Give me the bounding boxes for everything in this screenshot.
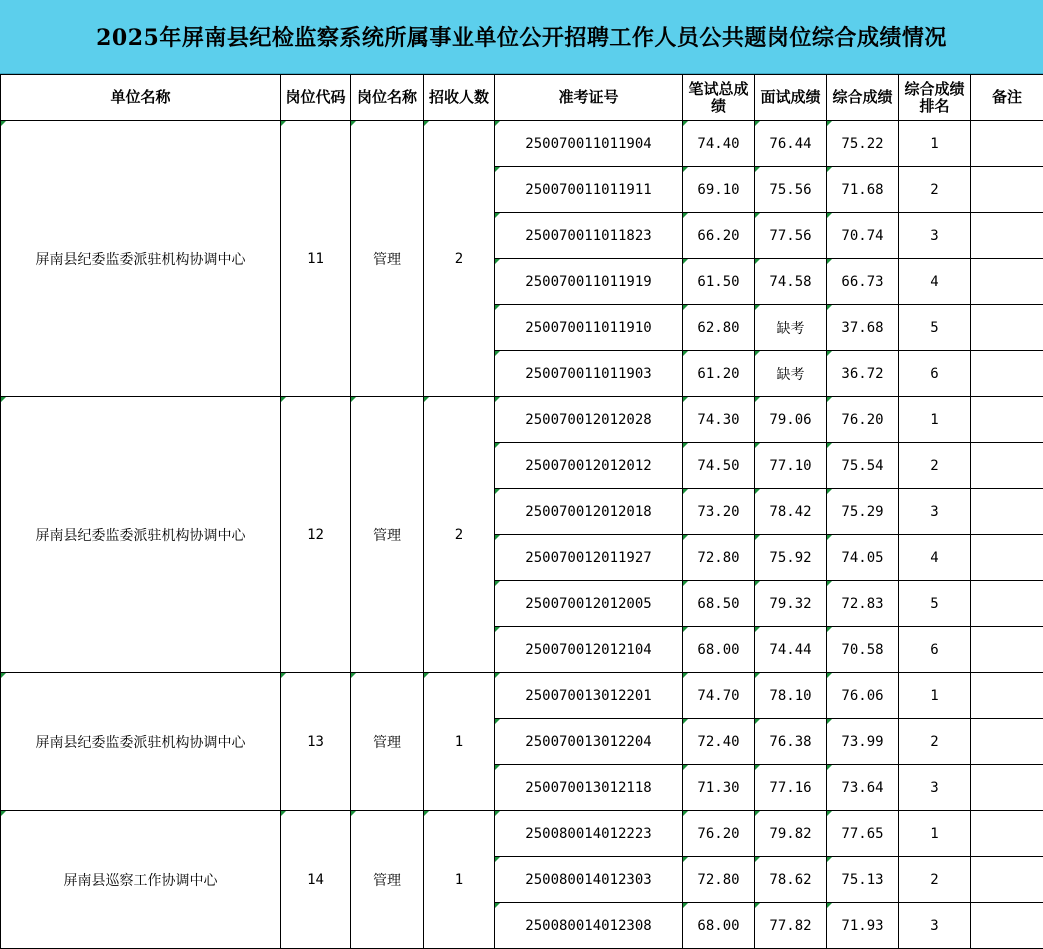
written-score-cell: 74.40: [683, 121, 755, 167]
header-exam-no: 准考证号: [495, 75, 683, 121]
header-quota: 招收人数: [424, 75, 495, 121]
total-score-cell: 71.68: [827, 167, 899, 213]
rank-cell: 1: [899, 121, 971, 167]
header-unit: 单位名称: [1, 75, 281, 121]
remark-cell: [971, 581, 1043, 627]
exam-number-cell: 250080014012303: [495, 857, 683, 903]
table-row: [1, 397, 1043, 443]
total-score-cell: 76.20: [827, 397, 899, 443]
exam-number-cell: 250070011011903: [495, 351, 683, 397]
exam-number-cell: 250070011011904: [495, 121, 683, 167]
unit-name-cell: 屏南县巡察工作协调中心: [1, 811, 281, 949]
post-name-cell: 管理: [351, 397, 424, 673]
quota-cell: 1: [424, 811, 495, 949]
written-score-cell: 72.80: [683, 535, 755, 581]
rank-cell: 5: [899, 581, 971, 627]
total-score-cell: 66.73: [827, 259, 899, 305]
total-score-cell: 75.13: [827, 857, 899, 903]
total-score-cell: 74.05: [827, 535, 899, 581]
rank-cell: 2: [899, 443, 971, 489]
exam-number-cell: 250070012012028: [495, 397, 683, 443]
total-score-cell: 75.29: [827, 489, 899, 535]
interview-score-cell: 77.10: [755, 443, 827, 489]
exam-number-cell: 250070011011919: [495, 259, 683, 305]
written-score-cell: 62.80: [683, 305, 755, 351]
interview-score-cell: 78.62: [755, 857, 827, 903]
written-score-cell: 66.20: [683, 213, 755, 259]
exam-number-cell: 250070013012118: [495, 765, 683, 811]
table-row: [1, 121, 1043, 167]
total-score-cell: 75.54: [827, 443, 899, 489]
header-post: 岗位名称: [351, 75, 424, 121]
written-score-cell: 74.50: [683, 443, 755, 489]
header-total: 综合成绩: [827, 75, 899, 121]
interview-score-cell: 79.32: [755, 581, 827, 627]
remark-cell: [971, 903, 1043, 949]
post-name-cell: 管理: [351, 811, 424, 949]
unit-name-cell: 屏南县纪委监委派驻机构协调中心: [1, 397, 281, 673]
exam-number-cell: 250080014012223: [495, 811, 683, 857]
interview-score-cell: 77.82: [755, 903, 827, 949]
rank-cell: 3: [899, 765, 971, 811]
interview-score-cell: 74.44: [755, 627, 827, 673]
header-row: [1, 75, 1043, 121]
total-score-cell: 70.58: [827, 627, 899, 673]
written-score-cell: 68.00: [683, 903, 755, 949]
exam-number-cell: 250070013012201: [495, 673, 683, 719]
unit-name-cell: 屏南县纪委监委派驻机构协调中心: [1, 673, 281, 811]
remark-cell: [971, 167, 1043, 213]
remark-cell: [971, 259, 1043, 305]
quota-cell: 2: [424, 397, 495, 673]
remark-cell: [971, 811, 1043, 857]
interview-score-cell: 78.10: [755, 673, 827, 719]
post-name-cell: 管理: [351, 673, 424, 811]
rank-cell: 4: [899, 259, 971, 305]
remark-cell: [971, 305, 1043, 351]
remark-cell: [971, 443, 1043, 489]
total-score-cell: 77.65: [827, 811, 899, 857]
total-score-cell: 75.22: [827, 121, 899, 167]
rank-cell: 1: [899, 397, 971, 443]
table-row: [1, 811, 1043, 857]
total-score-cell: 76.06: [827, 673, 899, 719]
interview-score-cell: 77.56: [755, 213, 827, 259]
total-score-cell: 72.83: [827, 581, 899, 627]
remark-cell: [971, 673, 1043, 719]
written-score-cell: 61.20: [683, 351, 755, 397]
exam-number-cell: 250070011011910: [495, 305, 683, 351]
interview-score-cell: 75.92: [755, 535, 827, 581]
exam-number-cell: 250070012012012: [495, 443, 683, 489]
interview-score-cell: 79.82: [755, 811, 827, 857]
exam-number-cell: 250070012012018: [495, 489, 683, 535]
exam-number-cell: 250070011011911: [495, 167, 683, 213]
written-score-cell: 72.80: [683, 857, 755, 903]
remark-cell: [971, 351, 1043, 397]
header-remark: 备注: [971, 75, 1043, 121]
rank-cell: 6: [899, 627, 971, 673]
written-score-cell: 76.20: [683, 811, 755, 857]
header-rank: 综合成绩排名: [899, 75, 971, 121]
written-score-cell: 71.30: [683, 765, 755, 811]
quota-cell: 2: [424, 121, 495, 397]
exam-number-cell: 250070013012204: [495, 719, 683, 765]
rank-cell: 3: [899, 903, 971, 949]
total-score-cell: 73.99: [827, 719, 899, 765]
exam-number-cell: 250070012012104: [495, 627, 683, 673]
page-title: 2025年屏南县纪检监察系统所属事业单位公开招聘工作人员公共题岗位综合成绩情况: [0, 0, 1043, 74]
post-code-cell: 14: [281, 811, 351, 949]
exam-number-cell: 250080014012308: [495, 903, 683, 949]
rank-cell: 2: [899, 719, 971, 765]
table-body: [1, 121, 1043, 949]
written-score-cell: 61.50: [683, 259, 755, 305]
exam-number-cell: 250070012012005: [495, 581, 683, 627]
written-score-cell: 72.40: [683, 719, 755, 765]
rank-cell: 1: [899, 673, 971, 719]
interview-score-cell: 缺考: [755, 305, 827, 351]
remark-cell: [971, 535, 1043, 581]
remark-cell: [971, 765, 1043, 811]
rank-cell: 5: [899, 305, 971, 351]
total-score-cell: 36.72: [827, 351, 899, 397]
interview-score-cell: 缺考: [755, 351, 827, 397]
post-name-cell: 管理: [351, 121, 424, 397]
header-interview: 面试成绩: [755, 75, 827, 121]
remark-cell: [971, 719, 1043, 765]
interview-score-cell: 79.06: [755, 397, 827, 443]
interview-score-cell: 74.58: [755, 259, 827, 305]
written-score-cell: 74.70: [683, 673, 755, 719]
post-code-cell: 13: [281, 673, 351, 811]
results-table: [0, 74, 1043, 949]
total-score-cell: 37.68: [827, 305, 899, 351]
rank-cell: 2: [899, 857, 971, 903]
header-written: 笔试总成绩: [683, 75, 755, 121]
exam-number-cell: 250070011011823: [495, 213, 683, 259]
total-score-cell: 70.74: [827, 213, 899, 259]
post-code-cell: 12: [281, 397, 351, 673]
rank-cell: 1: [899, 811, 971, 857]
remark-cell: [971, 397, 1043, 443]
interview-score-cell: 76.38: [755, 719, 827, 765]
written-score-cell: 68.50: [683, 581, 755, 627]
remark-cell: [971, 489, 1043, 535]
exam-number-cell: 250070012011927: [495, 535, 683, 581]
interview-score-cell: 78.42: [755, 489, 827, 535]
total-score-cell: 73.64: [827, 765, 899, 811]
written-score-cell: 68.00: [683, 627, 755, 673]
unit-name-cell: 屏南县纪委监委派驻机构协调中心: [1, 121, 281, 397]
remark-cell: [971, 121, 1043, 167]
quota-cell: 1: [424, 673, 495, 811]
written-score-cell: 69.10: [683, 167, 755, 213]
post-code-cell: 11: [281, 121, 351, 397]
written-score-cell: 73.20: [683, 489, 755, 535]
interview-score-cell: 77.16: [755, 765, 827, 811]
interview-score-cell: 76.44: [755, 121, 827, 167]
interview-score-cell: 75.56: [755, 167, 827, 213]
written-score-cell: 74.30: [683, 397, 755, 443]
total-score-cell: 71.93: [827, 903, 899, 949]
rank-cell: 3: [899, 489, 971, 535]
table-row: [1, 673, 1043, 719]
remark-cell: [971, 857, 1043, 903]
remark-cell: [971, 213, 1043, 259]
header-code: 岗位代码: [281, 75, 351, 121]
rank-cell: 2: [899, 167, 971, 213]
rank-cell: 6: [899, 351, 971, 397]
remark-cell: [971, 627, 1043, 673]
rank-cell: 3: [899, 213, 971, 259]
rank-cell: 4: [899, 535, 971, 581]
